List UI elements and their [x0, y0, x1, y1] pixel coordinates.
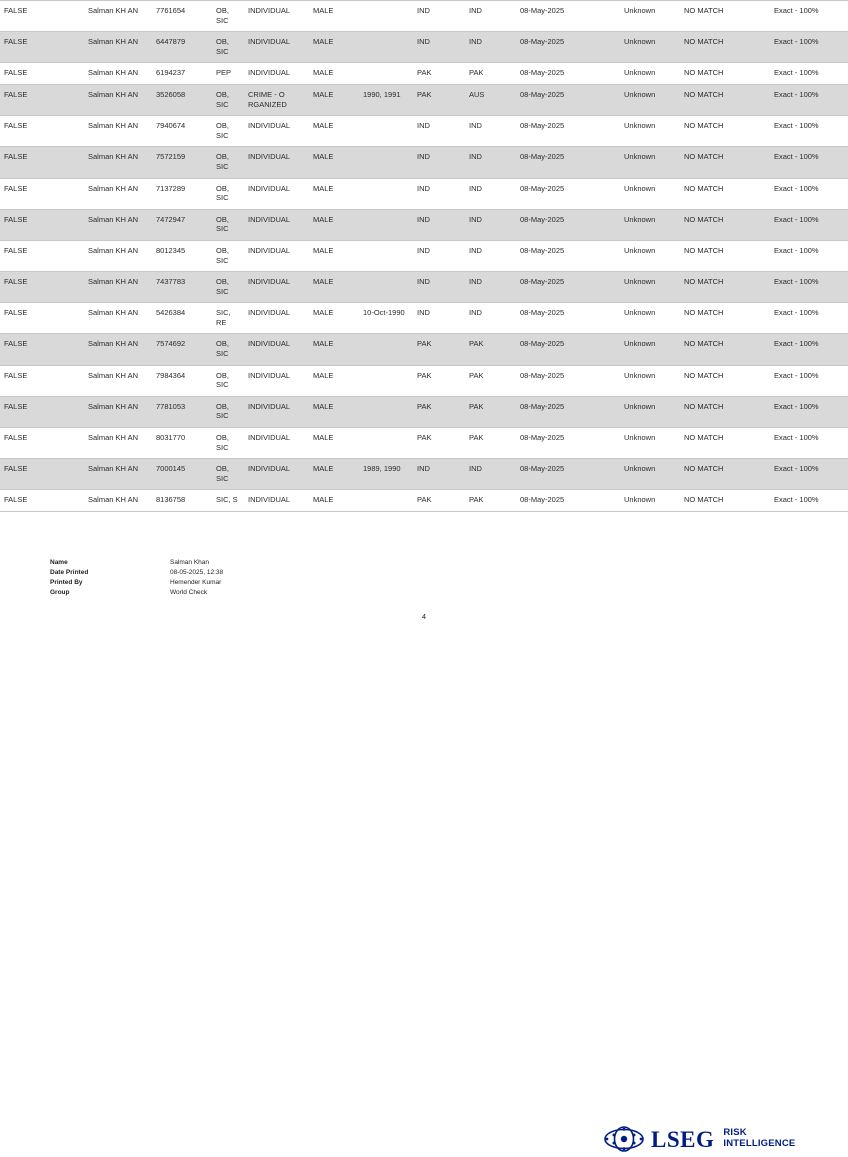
- table-row: [0, 240, 848, 271]
- cell-status: Unknown: [620, 84, 680, 115]
- cell-categories: OB, SIC: [212, 209, 244, 240]
- cell-match-flag: FALSE: [0, 147, 84, 178]
- lseg-logo: [604, 1126, 795, 1152]
- cell-country-two: IND: [465, 1, 516, 32]
- table-row: [0, 32, 848, 63]
- cell-dob: [359, 63, 413, 85]
- cell-id: 7574692: [152, 334, 212, 365]
- cell-categories: OB, SIC: [212, 147, 244, 178]
- cell-match-flag: FALSE: [0, 396, 84, 427]
- metadata-label-name: Name: [50, 559, 68, 566]
- cell-result: NO MATCH: [680, 303, 770, 334]
- cell-categories: OB, SIC: [212, 396, 244, 427]
- cell-result: NO MATCH: [680, 459, 770, 490]
- table-row: [0, 428, 848, 459]
- table-row: [0, 178, 848, 209]
- metadata-value-date-printed: 08-05-2025, 12:38: [170, 568, 224, 576]
- cell-result: NO MATCH: [680, 428, 770, 459]
- cell-gender: MALE: [309, 459, 359, 490]
- cell-status: Unknown: [620, 396, 680, 427]
- metadata-row: [50, 578, 223, 588]
- cell-match-flag: FALSE: [0, 116, 84, 147]
- cell-name: Salman KH AN: [84, 272, 152, 303]
- cell-id: 5426384: [152, 303, 212, 334]
- cell-entity-type: INDIVIDUAL: [244, 240, 309, 271]
- cell-name: Salman KH AN: [84, 1, 152, 32]
- lseg-wordmark: LSEG: [651, 1126, 715, 1152]
- cell-score: Exact - 100%: [770, 209, 848, 240]
- cell-score: Exact - 100%: [770, 116, 848, 147]
- cell-date: 08-May-2025: [516, 365, 620, 396]
- cell-name: Salman KH AN: [84, 32, 152, 63]
- cell-name: Salman KH AN: [84, 178, 152, 209]
- cell-result: NO MATCH: [680, 272, 770, 303]
- table-row: [0, 84, 848, 115]
- cell-entity-type: INDIVIDUAL: [244, 428, 309, 459]
- cell-id: 8031770: [152, 428, 212, 459]
- cell-id: 7472947: [152, 209, 212, 240]
- cell-dob: [359, 428, 413, 459]
- cell-gender: MALE: [309, 209, 359, 240]
- cell-categories: SIC, S: [212, 490, 244, 512]
- cell-categories: OB, SIC: [212, 428, 244, 459]
- cell-country-two: IND: [465, 32, 516, 63]
- cell-result: NO MATCH: [680, 365, 770, 396]
- cell-entity-type: INDIVIDUAL: [244, 1, 309, 32]
- cell-date: 08-May-2025: [516, 303, 620, 334]
- cell-name: Salman KH AN: [84, 84, 152, 115]
- cell-country-one: IND: [413, 459, 465, 490]
- cell-status: Unknown: [620, 490, 680, 512]
- cell-date: 08-May-2025: [516, 490, 620, 512]
- cell-categories: OB, SIC: [212, 459, 244, 490]
- cell-country-one: IND: [413, 303, 465, 334]
- cell-entity-type: INDIVIDUAL: [244, 272, 309, 303]
- cell-name: Salman KH AN: [84, 365, 152, 396]
- metadata-value-group: World Check: [170, 588, 208, 596]
- cell-date: 08-May-2025: [516, 428, 620, 459]
- cell-country-one: IND: [413, 32, 465, 63]
- cell-date: 08-May-2025: [516, 209, 620, 240]
- cell-gender: MALE: [309, 334, 359, 365]
- cell-id: 7761654: [152, 1, 212, 32]
- cell-score: Exact - 100%: [770, 303, 848, 334]
- cell-name: Salman KH AN: [84, 396, 152, 427]
- cell-match-flag: FALSE: [0, 240, 84, 271]
- cell-entity-type: INDIVIDUAL: [244, 303, 309, 334]
- cell-result: NO MATCH: [680, 396, 770, 427]
- cell-gender: MALE: [309, 365, 359, 396]
- cell-name: Salman KH AN: [84, 303, 152, 334]
- lseg-tagline-line1: RISK: [723, 1127, 747, 1139]
- cell-dob: [359, 178, 413, 209]
- cell-date: 08-May-2025: [516, 84, 620, 115]
- cell-dob: [359, 272, 413, 303]
- cell-country-two: PAK: [465, 365, 516, 396]
- cell-name: Salman KH AN: [84, 240, 152, 271]
- cell-country-one: PAK: [413, 63, 465, 85]
- cell-categories: PEP: [212, 63, 244, 85]
- cell-id: 6447879: [152, 32, 212, 63]
- cell-date: 08-May-2025: [516, 396, 620, 427]
- cell-entity-type: INDIVIDUAL: [244, 396, 309, 427]
- table-body: [0, 1, 848, 512]
- cell-dob: [359, 209, 413, 240]
- cell-match-flag: FALSE: [0, 272, 84, 303]
- cell-gender: MALE: [309, 116, 359, 147]
- cell-status: Unknown: [620, 116, 680, 147]
- cell-result: NO MATCH: [680, 178, 770, 209]
- cell-dob: [359, 365, 413, 396]
- cell-score: Exact - 100%: [770, 240, 848, 271]
- cell-match-flag: FALSE: [0, 84, 84, 115]
- cell-country-two: AUS: [465, 84, 516, 115]
- cell-gender: MALE: [309, 84, 359, 115]
- cell-entity-type: INDIVIDUAL: [244, 147, 309, 178]
- table-row: [0, 365, 848, 396]
- cell-date: 08-May-2025: [516, 116, 620, 147]
- cell-score: Exact - 100%: [770, 84, 848, 115]
- cell-score: Exact - 100%: [770, 32, 848, 63]
- cell-dob: [359, 396, 413, 427]
- cell-status: Unknown: [620, 240, 680, 271]
- cell-status: Unknown: [620, 334, 680, 365]
- metadata-label-printed-by: Printed By: [50, 578, 83, 586]
- cell-status: Unknown: [620, 459, 680, 490]
- cell-match-flag: FALSE: [0, 334, 84, 365]
- cell-id: 8136758: [152, 490, 212, 512]
- cell-name: Salman KH AN: [84, 209, 152, 240]
- cell-entity-type: INDIVIDUAL: [244, 178, 309, 209]
- cell-result: NO MATCH: [680, 63, 770, 85]
- cell-score: Exact - 100%: [770, 365, 848, 396]
- cell-country-one: IND: [413, 272, 465, 303]
- cell-gender: MALE: [309, 396, 359, 427]
- table-row: [0, 63, 848, 85]
- cell-id: 8012345: [152, 240, 212, 271]
- cell-categories: OB, SIC: [212, 84, 244, 115]
- cell-country-one: IND: [413, 116, 465, 147]
- cell-score: Exact - 100%: [770, 396, 848, 427]
- cell-id: 7572159: [152, 147, 212, 178]
- cell-country-two: IND: [465, 240, 516, 271]
- cell-gender: MALE: [309, 63, 359, 85]
- table-row: [0, 272, 848, 303]
- cell-country-two: IND: [465, 178, 516, 209]
- table-row: [0, 147, 848, 178]
- cell-status: Unknown: [620, 63, 680, 85]
- cell-status: Unknown: [620, 178, 680, 209]
- metadata-row: [50, 588, 223, 598]
- cell-status: Unknown: [620, 209, 680, 240]
- screening-results-table: [0, 0, 848, 512]
- cell-country-two: IND: [465, 459, 516, 490]
- cell-id: 6194237: [152, 63, 212, 85]
- cell-gender: MALE: [309, 147, 359, 178]
- cell-status: Unknown: [620, 365, 680, 396]
- metadata-label-group: Group: [50, 588, 70, 596]
- cell-id: 7984364: [152, 365, 212, 396]
- cell-match-flag: FALSE: [0, 428, 84, 459]
- cell-score: Exact - 100%: [770, 428, 848, 459]
- cell-name: Salman KH AN: [84, 334, 152, 365]
- cell-country-two: IND: [465, 272, 516, 303]
- table-row: [0, 490, 848, 512]
- cell-date: 08-May-2025: [516, 32, 620, 63]
- cell-categories: OB, SIC: [212, 116, 244, 147]
- cell-result: NO MATCH: [680, 240, 770, 271]
- table-row: [0, 209, 848, 240]
- metadata-value-printed-by: Hemender Kumar: [170, 578, 222, 586]
- cell-categories: OB, SIC: [212, 1, 244, 32]
- cell-country-one: PAK: [413, 490, 465, 512]
- cell-score: Exact - 100%: [770, 147, 848, 178]
- cell-country-two: PAK: [465, 63, 516, 85]
- cell-country-one: PAK: [413, 334, 465, 365]
- cell-country-one: IND: [413, 1, 465, 32]
- cell-score: Exact - 100%: [770, 459, 848, 490]
- cell-country-one: PAK: [413, 365, 465, 396]
- cell-id: 7781053: [152, 396, 212, 427]
- cell-entity-type: INDIVIDUAL: [244, 459, 309, 490]
- cell-status: Unknown: [620, 147, 680, 178]
- cell-country-one: IND: [413, 240, 465, 271]
- cell-entity-type: INDIVIDUAL: [244, 209, 309, 240]
- cell-country-one: PAK: [413, 84, 465, 115]
- cell-result: NO MATCH: [680, 116, 770, 147]
- cell-match-flag: FALSE: [0, 490, 84, 512]
- cell-score: Exact - 100%: [770, 178, 848, 209]
- cell-entity-type: CRIME - O RGANIZED: [244, 84, 309, 115]
- lseg-tagline: [723, 1128, 795, 1149]
- cell-categories: OB, SIC: [212, 365, 244, 396]
- cell-id: 7000145: [152, 459, 212, 490]
- cell-gender: MALE: [309, 490, 359, 512]
- cell-match-flag: FALSE: [0, 303, 84, 334]
- cell-country-two: IND: [465, 303, 516, 334]
- table-row: [0, 303, 848, 334]
- cell-match-flag: FALSE: [0, 178, 84, 209]
- cell-match-flag: FALSE: [0, 459, 84, 490]
- cell-country-one: IND: [413, 209, 465, 240]
- cell-categories: OB, SIC: [212, 334, 244, 365]
- cell-dob: [359, 116, 413, 147]
- cell-dob: [359, 1, 413, 32]
- cell-categories: SIC, RE: [212, 303, 244, 334]
- cell-gender: MALE: [309, 428, 359, 459]
- cell-country-two: IND: [465, 209, 516, 240]
- cell-country-one: PAK: [413, 396, 465, 427]
- cell-result: NO MATCH: [680, 32, 770, 63]
- cell-dob: 10-Oct-1990: [359, 303, 413, 334]
- cell-date: 08-May-2025: [516, 63, 620, 85]
- cell-match-flag: FALSE: [0, 63, 84, 85]
- cell-result: NO MATCH: [680, 334, 770, 365]
- cell-match-flag: FALSE: [0, 32, 84, 63]
- cell-status: Unknown: [620, 303, 680, 334]
- cell-categories: OB, SIC: [212, 272, 244, 303]
- cell-entity-type: INDIVIDUAL: [244, 116, 309, 147]
- cell-entity-type: INDIVIDUAL: [244, 32, 309, 63]
- cell-name: Salman KH AN: [84, 63, 152, 85]
- cell-country-one: PAK: [413, 428, 465, 459]
- cell-country-two: PAK: [465, 396, 516, 427]
- cell-gender: MALE: [309, 272, 359, 303]
- cell-id: 7437783: [152, 272, 212, 303]
- lseg-tagline-line2: INTELLIGENCE: [723, 1138, 796, 1149]
- metadata-row: [50, 558, 223, 568]
- cell-match-flag: FALSE: [0, 1, 84, 32]
- cell-country-one: IND: [413, 178, 465, 209]
- cell-entity-type: INDIVIDUAL: [244, 365, 309, 396]
- cell-categories: OB, SIC: [212, 178, 244, 209]
- cell-categories: OB, SIC: [212, 32, 244, 63]
- cell-id: 7137289: [152, 178, 212, 209]
- cell-gender: MALE: [309, 178, 359, 209]
- cell-dob: [359, 334, 413, 365]
- cell-entity-type: INDIVIDUAL: [244, 63, 309, 85]
- print-metadata: [50, 558, 223, 598]
- cell-date: 08-May-2025: [516, 272, 620, 303]
- table-row: [0, 334, 848, 365]
- table-row: [0, 116, 848, 147]
- cell-score: Exact - 100%: [770, 490, 848, 512]
- cell-dob: [359, 490, 413, 512]
- cell-score: Exact - 100%: [770, 63, 848, 85]
- cell-score: Exact - 100%: [770, 272, 848, 303]
- cell-result: NO MATCH: [680, 147, 770, 178]
- cell-result: NO MATCH: [680, 1, 770, 32]
- cell-result: NO MATCH: [680, 490, 770, 512]
- cell-country-two: PAK: [465, 490, 516, 512]
- cell-match-flag: FALSE: [0, 365, 84, 396]
- cell-result: NO MATCH: [680, 209, 770, 240]
- metadata-label-date-printed: Date Printed: [50, 568, 89, 576]
- cell-status: Unknown: [620, 272, 680, 303]
- cell-country-two: IND: [465, 147, 516, 178]
- cell-gender: MALE: [309, 1, 359, 32]
- cell-name: Salman KH AN: [84, 459, 152, 490]
- cell-date: 08-May-2025: [516, 240, 620, 271]
- cell-date: 08-May-2025: [516, 147, 620, 178]
- cell-gender: MALE: [309, 32, 359, 63]
- cell-dob: [359, 32, 413, 63]
- cell-name: Salman KH AN: [84, 428, 152, 459]
- cell-score: Exact - 100%: [770, 334, 848, 365]
- cell-country-two: PAK: [465, 428, 516, 459]
- table-row: [0, 459, 848, 490]
- cell-gender: MALE: [309, 240, 359, 271]
- cell-dob: 1989, 1990: [359, 459, 413, 490]
- table-row: [0, 1, 848, 32]
- cell-country-two: PAK: [465, 334, 516, 365]
- cell-date: 08-May-2025: [516, 334, 620, 365]
- cell-status: Unknown: [620, 32, 680, 63]
- cell-entity-type: INDIVIDUAL: [244, 334, 309, 365]
- cell-status: Unknown: [620, 1, 680, 32]
- cell-score: Exact - 100%: [770, 1, 848, 32]
- cell-date: 08-May-2025: [516, 1, 620, 32]
- cell-dob: [359, 240, 413, 271]
- page-number: 4: [421, 612, 427, 621]
- cell-dob: [359, 147, 413, 178]
- cell-date: 08-May-2025: [516, 178, 620, 209]
- cell-country-two: IND: [465, 116, 516, 147]
- cell-status: Unknown: [620, 428, 680, 459]
- metadata-value-name: Salman Khan: [170, 559, 210, 566]
- cell-country-one: IND: [413, 147, 465, 178]
- table-row: [0, 396, 848, 427]
- cell-name: Salman KH AN: [84, 147, 152, 178]
- cell-name: Salman KH AN: [84, 116, 152, 147]
- cell-match-flag: FALSE: [0, 209, 84, 240]
- cell-id: 3526058: [152, 84, 212, 115]
- cell-categories: OB, SIC: [212, 240, 244, 271]
- cell-entity-type: INDIVIDUAL: [244, 490, 309, 512]
- cell-dob: 1990, 1991: [359, 84, 413, 115]
- lseg-emblem-icon: [604, 1126, 644, 1152]
- cell-name: Salman KH AN: [84, 490, 152, 512]
- cell-result: NO MATCH: [680, 84, 770, 115]
- cell-gender: MALE: [309, 303, 359, 334]
- cell-date: 08-May-2025: [516, 459, 620, 490]
- metadata-row: [50, 568, 223, 578]
- cell-id: 7940674: [152, 116, 212, 147]
